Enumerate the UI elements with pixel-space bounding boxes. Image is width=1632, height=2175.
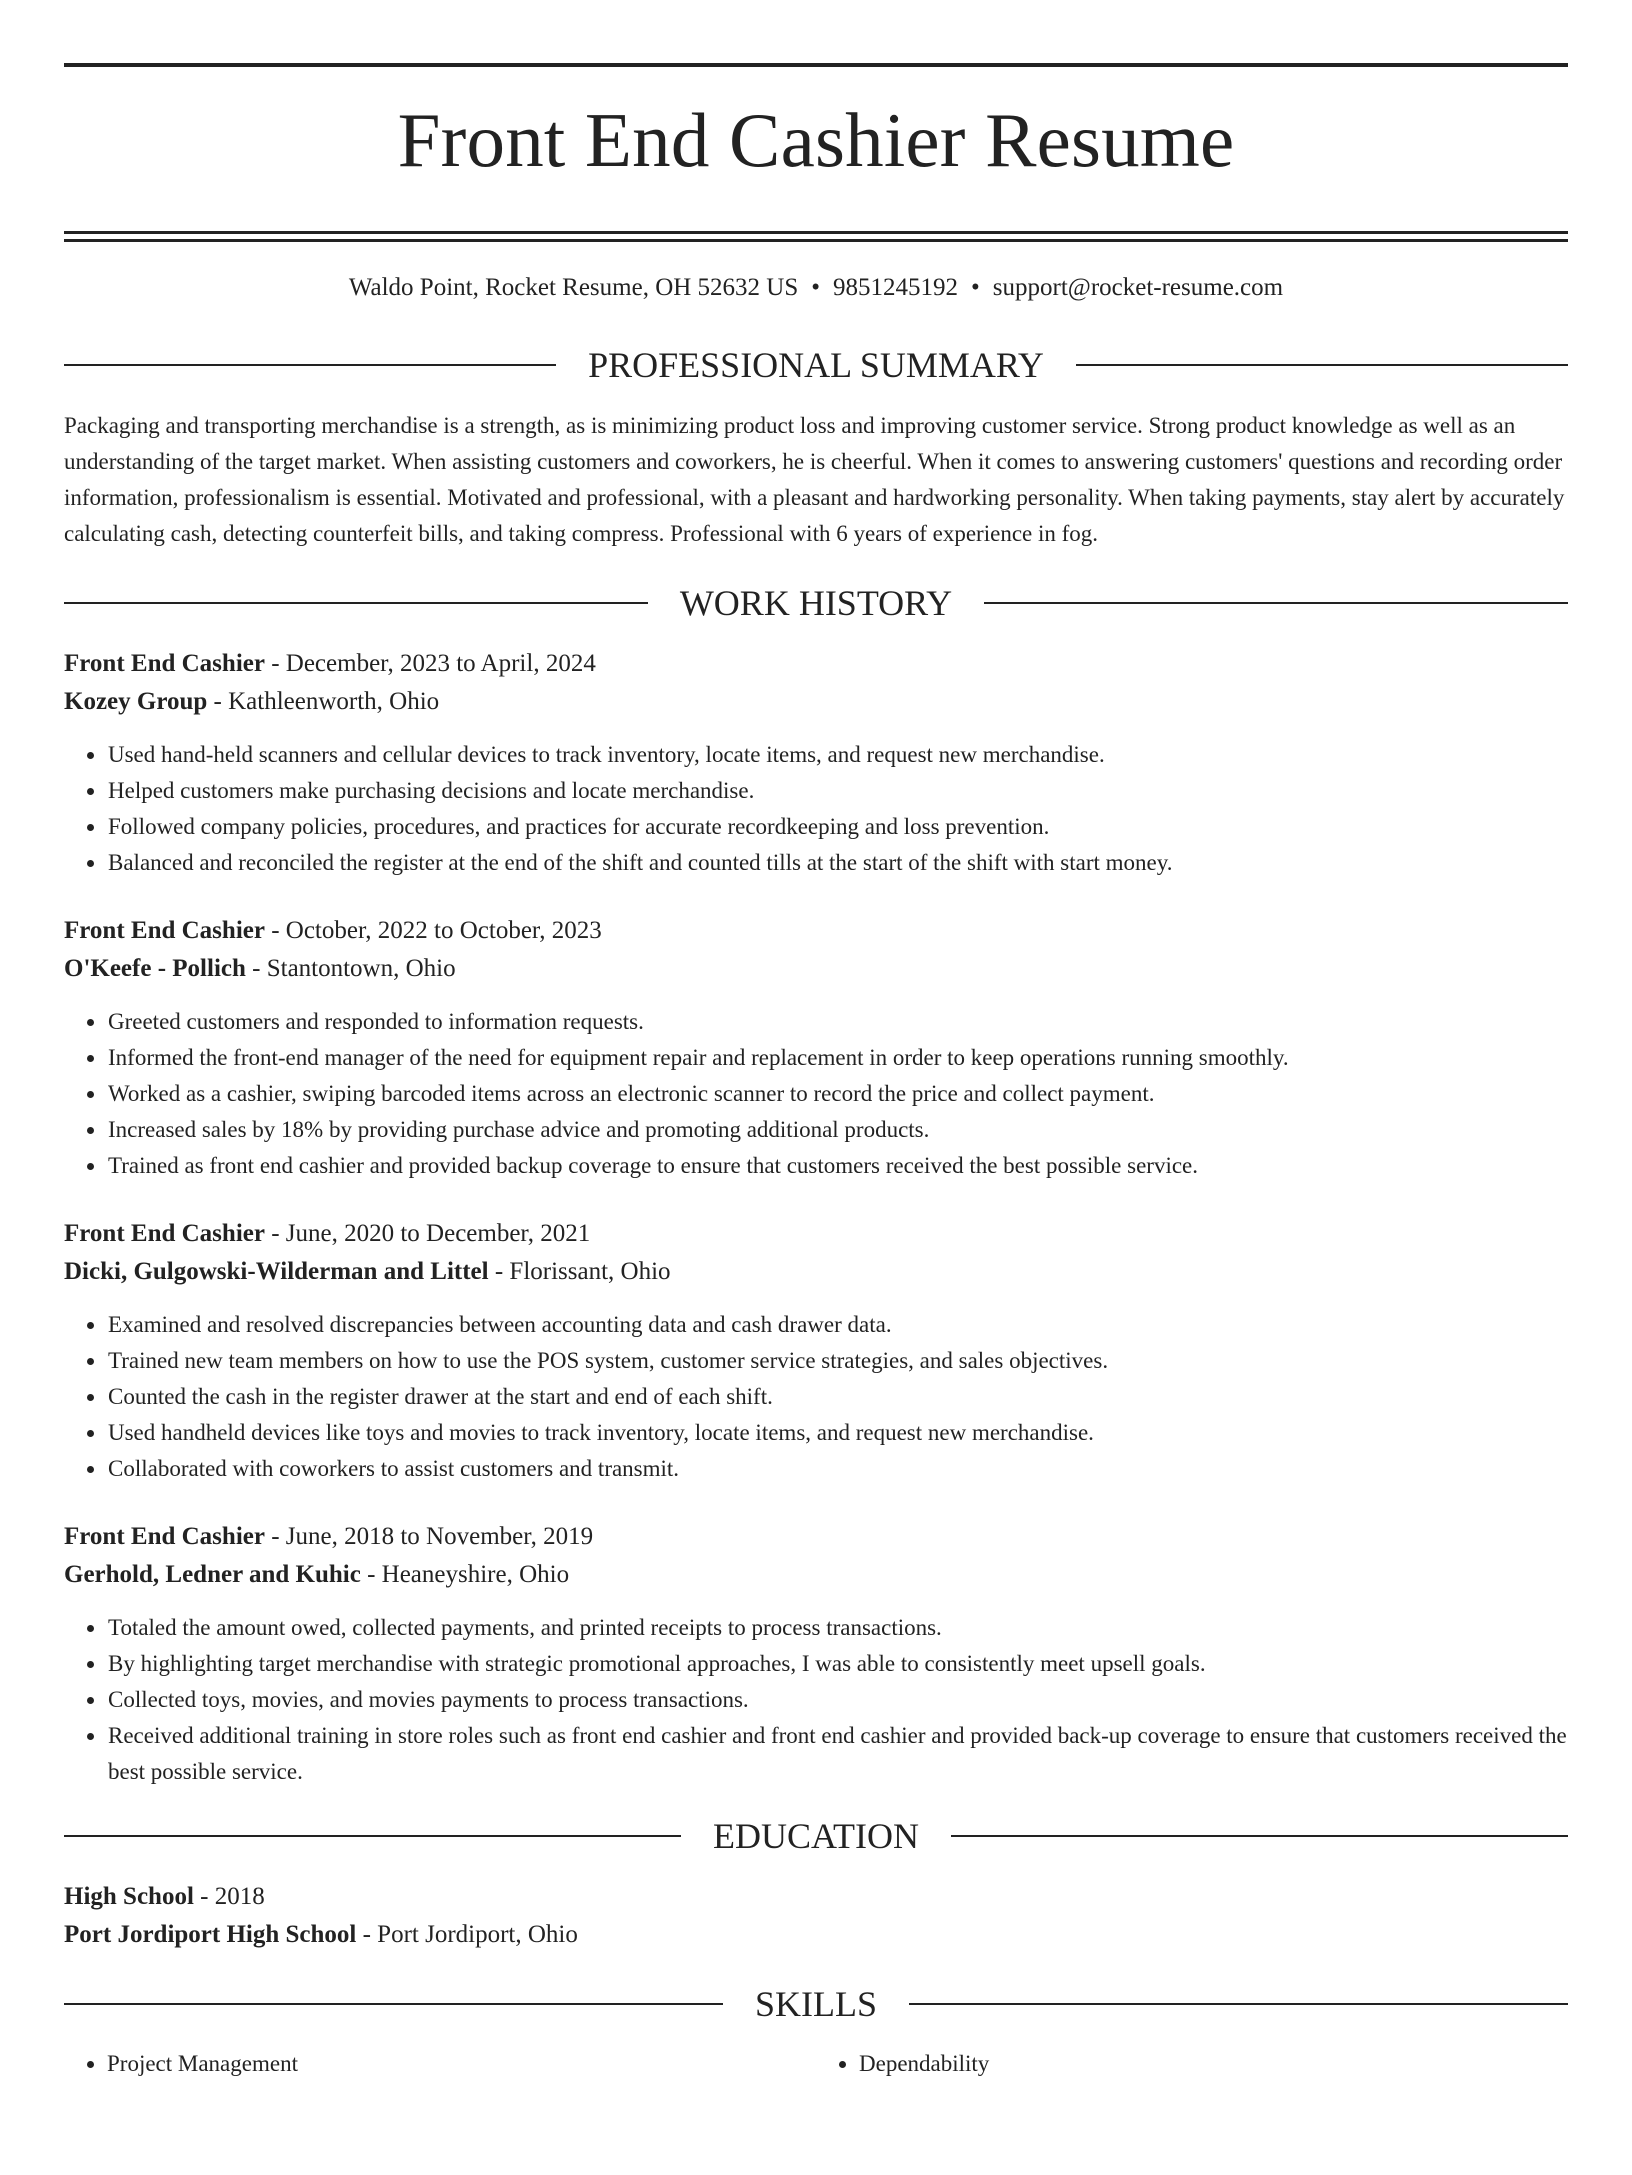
job-bullet: • Worked as a cashier, swiping barcoded items across an electronic scanner to record the price and collect payment. bbox=[107, 1076, 1568, 1112]
job-location: - Stantontown, Ohio bbox=[245, 954, 456, 982]
section-heading-work-history bbox=[64, 582, 1568, 623]
section-title: PROFESSIONAL SUMMARY bbox=[588, 344, 1044, 385]
job-dates: - October, 2022 to October, 2023 bbox=[264, 916, 602, 944]
section-title: EDUCATION bbox=[713, 1815, 919, 1856]
heading-rule-right bbox=[1076, 364, 1568, 366]
heading-rule-right bbox=[909, 2003, 1568, 2005]
job-title-line bbox=[64, 1518, 1568, 1556]
section-heading-education bbox=[64, 1815, 1568, 1856]
contact-line bbox=[64, 275, 1568, 300]
job-bullet: • Collaborated with coworkers to assist customers and transmit. bbox=[107, 1451, 1568, 1487]
contact-address: Waldo Point, Rocket Resume, OH 52632 US bbox=[348, 273, 799, 301]
heading-rule-left bbox=[64, 602, 648, 604]
contact-separator: • bbox=[811, 273, 821, 301]
section-heading-skills bbox=[64, 1983, 1568, 2024]
education-location: - Port Jordiport, Ohio bbox=[356, 1920, 578, 1948]
skill-item: • Dependability bbox=[859, 2046, 1568, 2082]
job-bullet: • Increased sales by 18% by providing purchase advice and promoting additional products. bbox=[107, 1112, 1568, 1148]
job-company-line bbox=[64, 683, 1568, 721]
section-title: WORK HISTORY bbox=[679, 582, 953, 623]
job-bullet: • Received additional training in store roles such as front end cashier and front end cashier and provided back-up coverage to ensure that customers received the best possible service. bbox=[107, 1718, 1568, 1790]
summary-text: Packaging and transporting merchandise is a strength, as is minimizing product loss and improving customer service. Strong product knowledge as well as an understanding of the target market. When assisting customers and coworkers, he is cheerful. When it comes to answering customers' questions and recording order information, professionalism is essential. Motivated and professional, with a pleasant and hardworking personality. When taking payments, stay alert by accurately calculating cash, detecting counterfeit bills, and taking compress. Professional with 6 years of experience in fog. bbox=[64, 412, 1565, 546]
job-bullet: • Informed the front-end manager of the need for equipment repair and replacement in order to keep operations running smoothly. bbox=[107, 1040, 1568, 1076]
job-location: - Heaneyshire, Ohio bbox=[360, 1560, 570, 1588]
job-entry bbox=[64, 645, 1568, 881]
job-bullet: • Examined and resolved discrepancies between accounting data and cash drawer data. bbox=[107, 1307, 1568, 1343]
job-title-line bbox=[64, 645, 1568, 683]
top-rule bbox=[64, 63, 1568, 67]
job-bullet: • Collected toys, movies, and movies payments to process transactions. bbox=[107, 1682, 1568, 1718]
job-bullet: • Trained new team members on how to use the POS system, customer service strategies, and sales objectives. bbox=[107, 1343, 1568, 1379]
job-dates: - December, 2023 to April, 2024 bbox=[264, 649, 596, 677]
title-double-rule bbox=[64, 231, 1568, 242]
job-bullet: • Trained as front end cashier and provided backup coverage to ensure that customers received the best possible service. bbox=[107, 1148, 1568, 1184]
job-company: O'Keefe - Pollich bbox=[64, 954, 246, 982]
job-company-line bbox=[64, 1253, 1568, 1291]
contact-email: support@rocket-resume.com bbox=[992, 273, 1284, 301]
job-bullets bbox=[64, 1004, 1568, 1184]
job-bullet: • Helped customers make purchasing decisions and locate merchandise. bbox=[107, 773, 1568, 809]
skills-column-left bbox=[64, 2046, 816, 2082]
job-entry bbox=[64, 1518, 1568, 1790]
resume-title: Front End Cashier Resume bbox=[397, 97, 1235, 183]
heading-rule-left bbox=[64, 2003, 723, 2005]
education-degree-line bbox=[64, 1878, 1568, 1916]
job-title: Front End Cashier bbox=[64, 649, 265, 677]
job-bullets bbox=[64, 1610, 1568, 1790]
education-school: Port Jordiport High School bbox=[64, 1920, 357, 1948]
job-title: Front End Cashier bbox=[64, 1219, 265, 1247]
contact-phone: 9851245192 bbox=[833, 273, 959, 301]
job-bullet: • Balanced and reconciled the register at the end of the shift and counted tills at the start of the shift with start money. bbox=[107, 845, 1568, 881]
job-entry bbox=[64, 1215, 1568, 1487]
job-bullets bbox=[64, 1307, 1568, 1487]
job-company: Kozey Group bbox=[64, 687, 208, 715]
section-title: SKILLS bbox=[755, 1983, 878, 2024]
job-title-line bbox=[64, 912, 1568, 950]
skill-item: • Project Management bbox=[107, 2046, 816, 2082]
resume-page bbox=[0, 63, 1632, 2175]
education-entry bbox=[64, 1878, 1568, 1954]
heading-rule-left bbox=[64, 1835, 681, 1837]
job-location: - Florissant, Ohio bbox=[488, 1257, 671, 1285]
skills-list bbox=[64, 2046, 1568, 2082]
job-company-line bbox=[64, 950, 1568, 988]
heading-rule-right bbox=[984, 602, 1568, 604]
heading-rule-right bbox=[951, 1835, 1568, 1837]
job-title: Front End Cashier bbox=[64, 1522, 265, 1550]
section-heading-summary bbox=[64, 344, 1568, 385]
job-title-line bbox=[64, 1215, 1568, 1253]
education-degree: High School bbox=[64, 1882, 194, 1910]
job-bullet: • Greeted customers and responded to information requests. bbox=[107, 1004, 1568, 1040]
job-bullet: • By highlighting target merchandise with strategic promotional approaches, I was able to consistently meet upsell goals. bbox=[107, 1646, 1568, 1682]
skills-column-right bbox=[816, 2046, 1568, 2082]
job-location: - Kathleenworth, Ohio bbox=[207, 687, 440, 715]
job-bullet: • Used handheld devices like toys and movies to track inventory, locate items, and request new merchandise. bbox=[107, 1415, 1568, 1451]
contact-separator: • bbox=[971, 273, 980, 301]
job-company-line bbox=[64, 1556, 1568, 1594]
job-bullet: • Totaled the amount owed, collected payments, and printed receipts to process transactions. bbox=[107, 1610, 1568, 1646]
job-company: Dicki, Gulgowski-Wilderman and Littel bbox=[64, 1257, 489, 1285]
job-bullet: • Counted the cash in the register drawer at the start and end of each shift. bbox=[107, 1379, 1568, 1415]
job-bullet: • Used hand-held scanners and cellular devices to track inventory, locate items, and request new merchandise. bbox=[107, 737, 1568, 773]
job-dates: - June, 2018 to November, 2019 bbox=[264, 1522, 594, 1550]
job-bullet: • Followed company policies, procedures, and practices for accurate recordkeeping and loss prevention. bbox=[107, 809, 1568, 845]
job-dates: - June, 2020 to December, 2021 bbox=[264, 1219, 591, 1247]
job-entry bbox=[64, 912, 1568, 1184]
job-bullets bbox=[64, 737, 1568, 881]
job-title: Front End Cashier bbox=[64, 916, 265, 944]
education-year: - 2018 bbox=[193, 1882, 265, 1910]
heading-rule-left bbox=[64, 364, 556, 366]
education-school-line bbox=[64, 1916, 1568, 1954]
job-company: Gerhold, Ledner and Kuhic bbox=[64, 1560, 361, 1588]
